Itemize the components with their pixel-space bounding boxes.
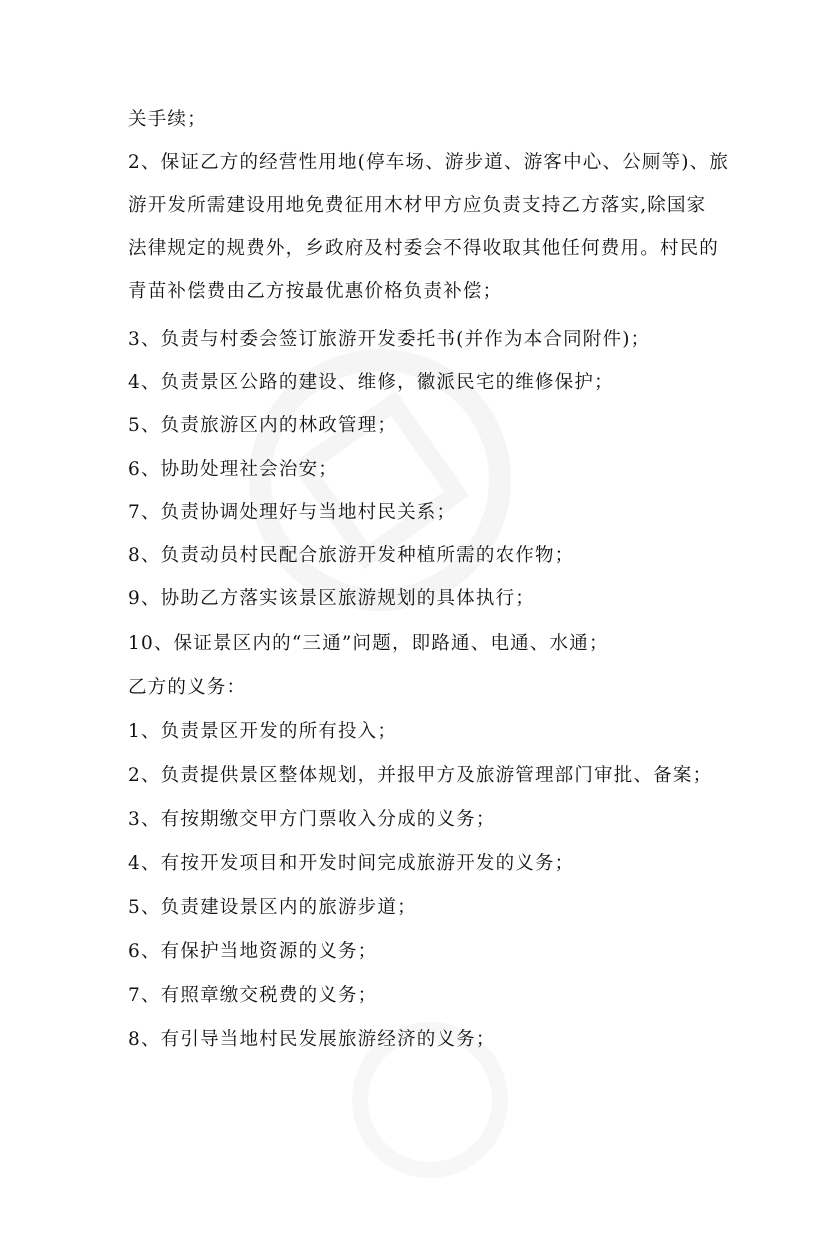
text-line-17: 3、有按期缴交甲方门票收入分成的义务； <box>128 809 496 830</box>
text-line-15: 1、负责景区开发的所有投入； <box>128 721 398 742</box>
text-line-12: 9、协助乙方落实该景区旅游规划的具体执行； <box>128 588 535 609</box>
text-line-10: 7、负责协调处理好与当地村民关系； <box>128 502 457 523</box>
text-line-7: 4、负责景区公路的建设、维修，徽派民宅的维修保护； <box>128 372 614 393</box>
text-line-6: 3、负责与村委会签订旅游开发委托书(并作为本合同附件)； <box>128 329 651 350</box>
text-line-3: 游开发所需建设用地免费征用木材甲方应负责支持乙方落实,除国家 <box>128 195 707 216</box>
text-line-16: 2、负责提供景区整体规划，并报甲方及旅游管理部门审批、备案； <box>128 765 713 786</box>
text-line-21: 7、有照章缴交税费的义务； <box>128 985 378 1006</box>
text-line-8: 5、负责旅游区内的林政管理； <box>128 415 398 436</box>
text-line-18: 4、有按开发项目和开发时间完成旅游开发的义务； <box>128 853 575 874</box>
text-line-2: 2、保证乙方的经营性用地(停车场、游步道、游客中心、公厕等)、旅 <box>128 152 730 173</box>
text-line-1: 关手续； <box>128 109 207 130</box>
text-line-11: 8、负责动员村民配合旅游开发种植所需的农作物； <box>128 545 575 566</box>
text-line-13: 10、保证景区内的“三通”问题，即路通、电通、水通； <box>128 633 609 654</box>
text-line-14: 乙方的义务： <box>128 677 247 698</box>
text-line-20: 6、有保护当地资源的义务； <box>128 941 378 962</box>
text-line-9: 6、协助处理社会治安； <box>128 459 338 480</box>
text-line-19: 5、负责建设景区内的旅游步道； <box>128 897 417 918</box>
text-line-22: 8、有引导当地村民发展旅游经济的义务； <box>128 1029 496 1050</box>
text-line-4: 法律规定的规费外，乡政府及村委会不得收取其他任何费用。村民的 <box>128 238 720 259</box>
text-line-5: 青苗补偿费由乙方按最优惠价格负责补偿； <box>128 281 503 302</box>
